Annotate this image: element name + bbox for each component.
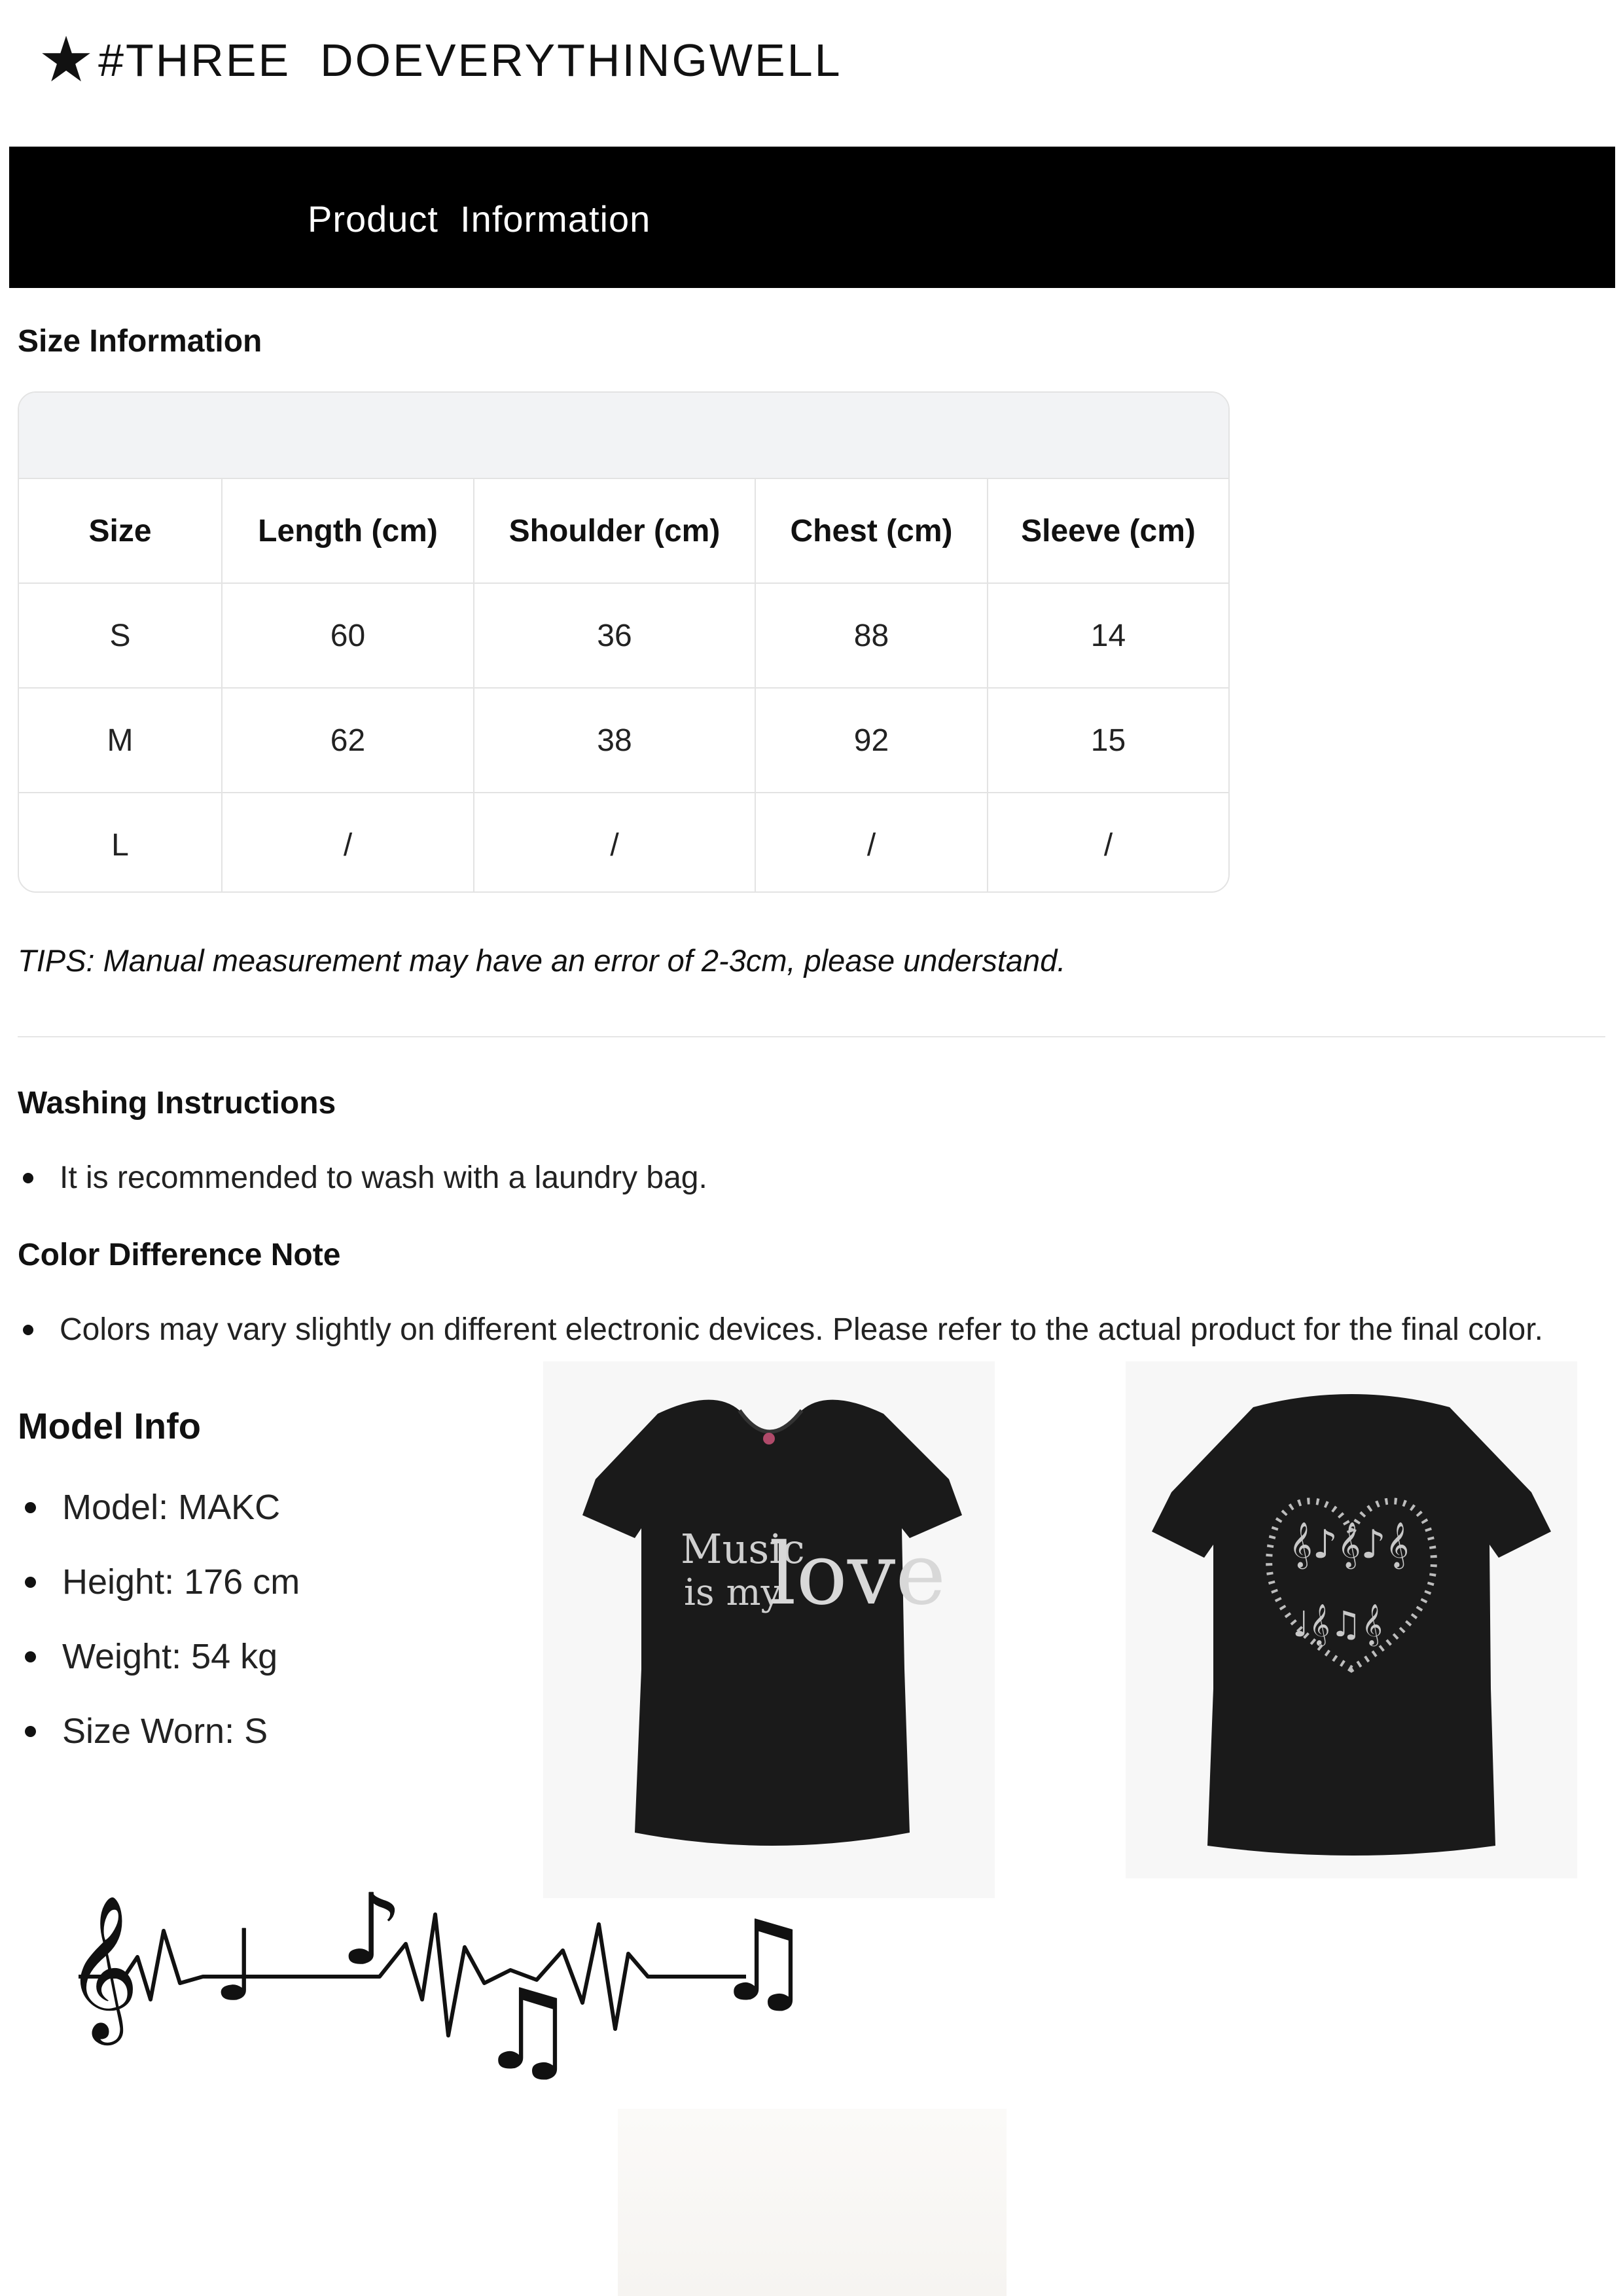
- size-table-card: [18, 391, 1230, 893]
- model-size-worn: Size Worn: S: [62, 1712, 268, 1751]
- model-height: Height: 176 cm: [62, 1562, 300, 1602]
- music-note-icon: ♪: [340, 1885, 403, 1987]
- measurement-tips: TIPS: Manual measurement may have an error of 2-3cm, please understand.: [18, 943, 1066, 978]
- treble-clef-icon: 𝄞: [65, 1894, 139, 2039]
- color-note-heading: Color Difference Note: [18, 1238, 341, 1272]
- bullet-icon: [23, 1325, 33, 1335]
- table-cell: S: [19, 583, 222, 688]
- table-cell: 88: [755, 583, 988, 688]
- color-note-item: Colors may vary slightly on different electronic devices. Please refer to the actual product for the final color.: [60, 1312, 1543, 1347]
- bullet-icon: [25, 1577, 36, 1588]
- size-table: [19, 479, 1228, 893]
- column-header: Chest (cm): [755, 479, 988, 583]
- column-header: Size: [19, 479, 222, 583]
- svg-text:♩𝄞♫𝄞: ♩𝄞♫𝄞: [1293, 1604, 1383, 1645]
- bullet-icon: [23, 1173, 33, 1183]
- table-row: [19, 793, 1228, 893]
- list-item: [20, 1562, 300, 1602]
- table-cell: 38: [474, 688, 755, 793]
- table-cell: 15: [988, 688, 1228, 793]
- table-cell: /: [755, 793, 988, 893]
- bottom-product-photo: [618, 2109, 1007, 2296]
- table-cell: 36: [474, 583, 755, 688]
- model-weight: Weight: 54 kg: [62, 1637, 278, 1676]
- list-item: [18, 1160, 707, 1196]
- list-item: [20, 1636, 277, 1677]
- column-header: Shoulder (cm): [474, 479, 755, 583]
- table-cell: L: [19, 793, 222, 893]
- table-cell: /: [1103, 827, 1113, 863]
- front-shirt-image: [543, 1361, 995, 1898]
- section-divider: [18, 1036, 1605, 1037]
- bullet-icon: [25, 1726, 36, 1737]
- size-table-card-header: [19, 393, 1228, 479]
- star-icon: ★: [38, 25, 95, 95]
- washing-heading: Washing Instructions: [18, 1086, 336, 1121]
- brand-header: [38, 25, 842, 95]
- back-shirt-image: [1126, 1361, 1577, 1878]
- product-info-banner: [9, 147, 1615, 288]
- model-name: Model: MAKC: [62, 1488, 281, 1527]
- list-item: [20, 1711, 268, 1751]
- table-cell: 92: [755, 688, 988, 793]
- table-cell: 14: [988, 583, 1228, 688]
- front-print-line2: is my: [684, 1571, 782, 1614]
- table-cell: /: [222, 793, 474, 893]
- list-item: [20, 1487, 280, 1528]
- music-note-decoration: [65, 1885, 825, 2081]
- table-cell: 62: [222, 688, 474, 793]
- front-print-line1: Music: [681, 1525, 805, 1573]
- table-cell: M: [19, 688, 222, 793]
- table-header-row: [19, 479, 1228, 583]
- beamed-notes-icon: ♫: [713, 1897, 813, 2026]
- list-item: [18, 1312, 1543, 1348]
- column-header: Length (cm): [222, 479, 474, 583]
- beamed-notes-icon: ♫: [478, 1965, 578, 2081]
- table-row: [19, 688, 1228, 793]
- washing-item: It is recommended to wash with a laundry bag.: [60, 1160, 707, 1195]
- table-cell: 60: [222, 583, 474, 688]
- front-print-line3: love: [769, 1524, 946, 1624]
- product-info-title: Product Information: [308, 198, 651, 240]
- brand-name: #THREE DOEVERYTHINGWELL: [98, 35, 842, 86]
- table-cell: /: [474, 793, 755, 893]
- bullet-icon: [25, 1502, 36, 1513]
- size-info-heading: Size Information: [18, 324, 262, 359]
- bullet-icon: [25, 1651, 36, 1662]
- svg-text:𝄞♪𝄞♪𝄞: 𝄞♪𝄞♪𝄞: [1289, 1522, 1409, 1568]
- table-row: [19, 583, 1228, 688]
- music-note-icon: ♩: [213, 1909, 259, 2023]
- column-header: Sleeve (cm): [988, 479, 1228, 583]
- model-info-heading: Model Info: [18, 1405, 201, 1446]
